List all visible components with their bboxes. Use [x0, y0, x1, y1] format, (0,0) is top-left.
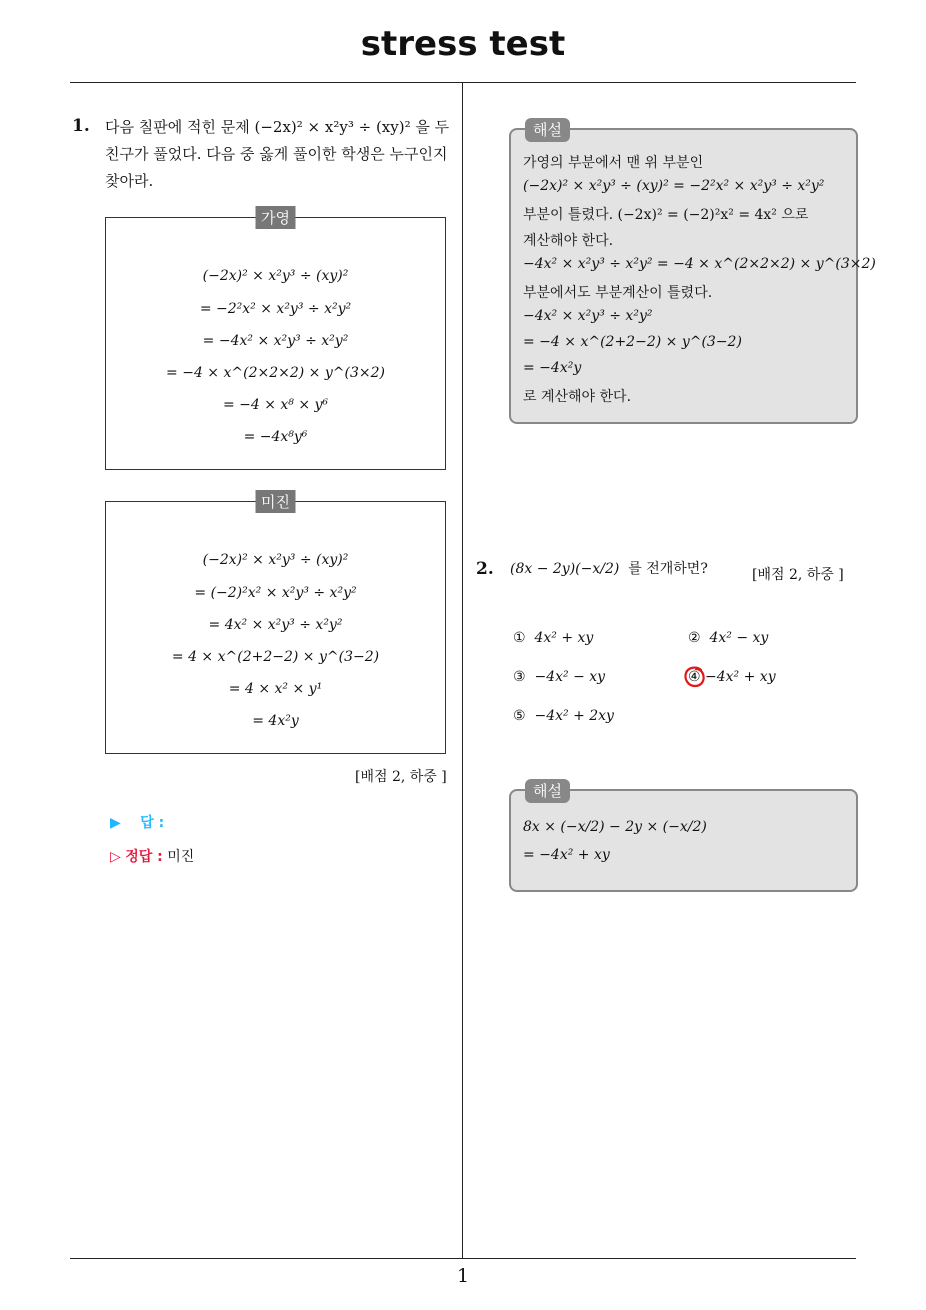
gayoung-line-5: = −4 × x⁸ × y⁶: [222, 397, 329, 413]
choice-5-value: −4x² + 2xy: [534, 708, 614, 724]
choice-3-value: −4x² − xy: [534, 669, 606, 685]
mijin-line-5: = 4 × x² × y¹: [228, 681, 323, 697]
answer-marker-icon: ▶: [110, 815, 121, 831]
choice-4-value: −4x² + xy: [705, 669, 776, 685]
correct-label: 정답 :: [125, 849, 163, 865]
choice-3[interactable]: [513, 669, 605, 685]
sol1-line-2: (−2x)² × x²y³ ÷ (xy)² = −2²x² × x²y³ ÷ x²y²: [523, 178, 825, 194]
sol1-line-7: −4x² × x²y³ ÷ x²y²: [523, 308, 653, 324]
choice-1-mark: ①: [513, 630, 526, 646]
sol1-line-4: 계산해야 한다.: [523, 233, 614, 249]
page-number: 1: [456, 1265, 470, 1287]
sol1-line-10: 로 계산해야 한다.: [523, 389, 632, 405]
correct-value: 미진: [167, 849, 195, 865]
gayoung-line-1: (−2x)² × x²y³ ÷ (xy)²: [202, 268, 349, 284]
mijin-line-6: = 4x²y: [252, 713, 299, 729]
q1-text: 다음 칠판에 적힌 문제 (−2x)² × x²y³ ÷ (xy)² 을 두 친구가 풀었다. 다음 중 옳게 풀이한 학생은 누구인지 찾아라.: [105, 118, 450, 190]
mijin-line-3: = 4x² × x²y³ ÷ x²y²: [208, 617, 343, 633]
q2-prompt: [510, 558, 708, 578]
answer-row: [110, 812, 164, 832]
choice-1-value: 4x² + xy: [534, 630, 594, 646]
answer-label: 답 :: [140, 815, 165, 831]
sol2-line-1: 8x × (−x/2) − 2y × (−x/2): [523, 819, 707, 835]
choice-2-mark: ②: [688, 630, 701, 646]
bottom-rule: [70, 1258, 856, 1259]
correct-marker-icon: ▷: [110, 849, 121, 865]
mijin-line-1: (−2x)² × x²y³ ÷ (xy)²: [202, 552, 349, 568]
q2-solution-label: 해설: [525, 779, 570, 803]
sol1-line-9: = −4x²y: [523, 360, 582, 376]
gayoung-line-2: = −2²x² × x²y³ ÷ x²y²: [199, 301, 352, 317]
mijin-line-4: = 4 × x^(2+2−2) × y^(3−2): [171, 649, 380, 665]
gayoung-label: 가영: [255, 206, 296, 229]
sol1-line-1: 가영의 부분에서 맨 위 부분인: [523, 155, 704, 171]
q1-solution-box: [509, 121, 876, 424]
sol1-line-8: = −4 × x^(2+2−2) × y^(3−2): [523, 334, 742, 350]
mijin-line-2: = (−2)²x² × x²y³ ÷ x²y²: [194, 585, 357, 601]
sol2-line-2: = −4x² + xy: [523, 847, 610, 863]
q1-score: [배점 2, 하중 ]: [355, 769, 447, 785]
q2-number: 2.: [476, 559, 494, 579]
gayoung-frame: [105, 209, 446, 470]
choice-5-mark: ⑤: [513, 708, 526, 724]
correct-answer-row: [110, 846, 194, 866]
choice-2-value: 4x² − xy: [709, 630, 769, 646]
gayoung-line-3: = −4x² × x²y³ ÷ x²y²: [202, 333, 349, 349]
page-title: stress test: [360, 24, 566, 64]
q1-solution-label: 해설: [525, 118, 570, 142]
q2-score: [배점 2, 하중 ]: [752, 567, 844, 583]
gayoung-line-6: = −4x⁸y⁶: [243, 429, 308, 445]
choice-2[interactable]: [688, 630, 768, 646]
sol1-line-6: 부분에서도 부분계산이 틀렸다.: [523, 285, 713, 301]
sol1-line-5: −4x² × x²y³ ÷ x²y² = −4 × x^(2×2×2) × y^(3×2): [523, 256, 876, 272]
column-divider: [462, 83, 463, 1259]
choice-4-mark: ④: [688, 669, 701, 685]
q1-number: 1.: [72, 116, 90, 136]
mijin-label: 미진: [255, 490, 296, 513]
q2-text: 를 전개하면?: [628, 561, 708, 577]
choice-3-mark: ③: [513, 669, 526, 685]
q2-solution-box: [509, 782, 858, 892]
top-rule: [70, 82, 856, 83]
choice-1[interactable]: [513, 630, 593, 646]
mijin-frame: [105, 493, 446, 754]
q2-expression: (8x − 2y)(−x/2): [510, 561, 620, 577]
gayoung-line-4: = −4 × x^(2×2×2) × y^(3×2): [166, 365, 385, 381]
choice-5[interactable]: [513, 708, 614, 724]
selected-answer-circle-icon: [683, 665, 707, 689]
sol1-line-3: 부분이 틀렸다. (−2x)² = (−2)²x² = 4x² 으로: [523, 207, 809, 223]
